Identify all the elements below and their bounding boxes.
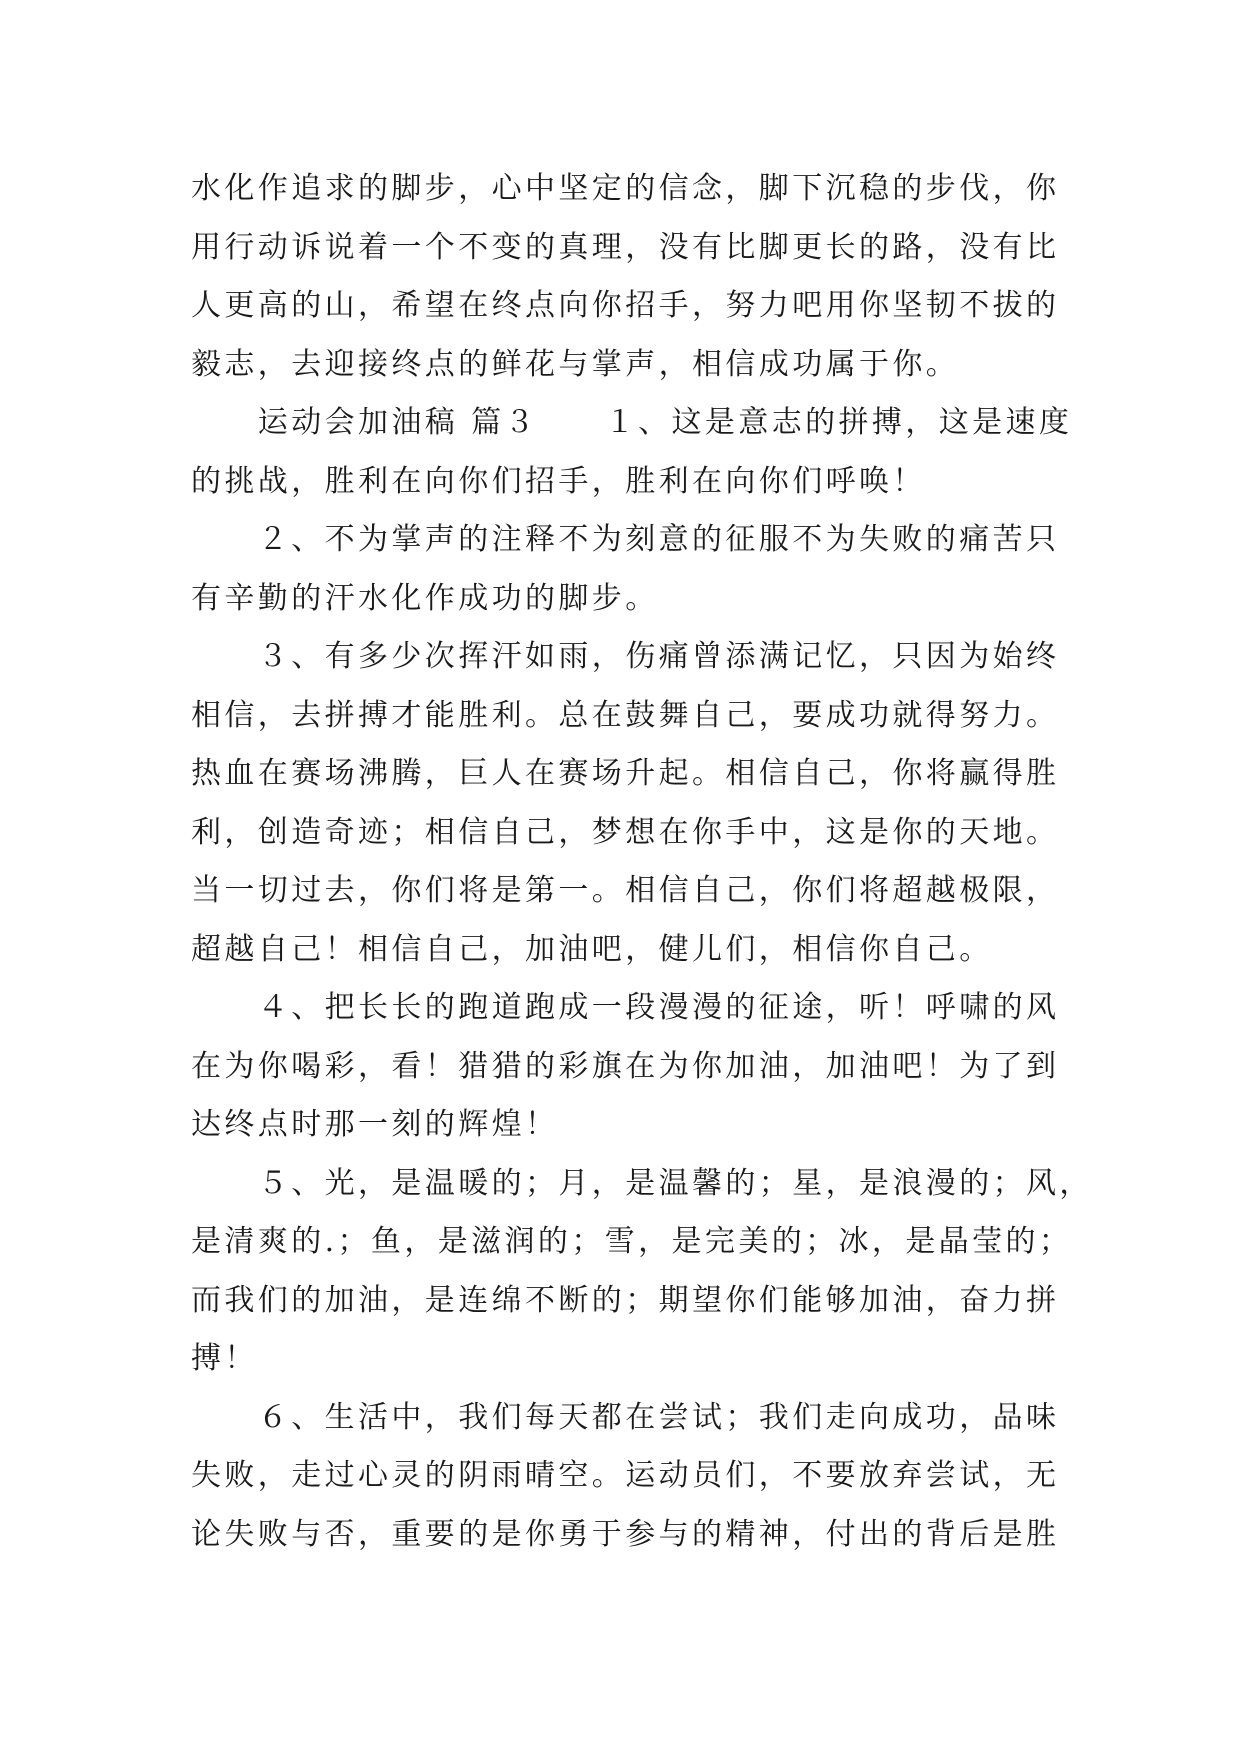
text-line: 人更高的山，希望在终点向你招手，努力吧用你坚韧不拔的 <box>191 288 1060 323</box>
text-line: 热血在赛场沸腾，巨人在赛场升起。相信自己，你将赢得胜 <box>191 756 1060 791</box>
text-line: 搏！ <box>191 1341 258 1376</box>
section-heading-line: 运动会加油稿 篇３ １、这是意志的拼搏，这是速度 <box>191 405 1073 440</box>
text-line: 的挑战，胜利在向你们招手，胜利在向你们呼唤！ <box>191 463 926 499</box>
text-line: ６、生活中，我们每天都在尝试；我们走向成功，品味 <box>191 1399 1060 1435</box>
text-line: 用行动诉说着一个不变的真理，没有比脚更长的路，没有比 <box>191 229 1060 265</box>
text-line: ４、把长长的跑道跑成一段漫漫的征途，听！呼啸的风 <box>191 990 1060 1025</box>
text-line: 达终点时那一刻的辉煌！ <box>191 1107 559 1142</box>
text-line: 水化作追求的脚步，心中坚定的信念，脚下沉稳的步伐，你 <box>191 171 1060 206</box>
text-line: 是清爽的.；鱼，是滋润的；雪，是完美的；冰，是晶莹的； <box>191 1224 1073 1259</box>
body-text <box>191 160 1093 1564</box>
text-line: ５、光，是温暖的；月，是温馨的；星，是浪漫的；风， <box>191 1165 1093 1201</box>
text-line: ３、有多少次挥汗如雨，伤痛曾添满记忆，只因为始终 <box>191 639 1060 674</box>
text-line: 相信，去拼搏才能胜利。总在鼓舞自己，要成功就得努力。 <box>191 697 1060 733</box>
text-line: ２、不为掌声的注释不为刻意的征服不为失败的痛苦只 <box>191 522 1060 557</box>
text-line: 超越自己！相信自己，加油吧，健儿们，相信你自己。 <box>191 931 993 967</box>
text-line: 在为你喝彩，看！猎猎的彩旗在为你加油，加油吧！为了到 <box>191 1048 1060 1084</box>
text-line: 有辛勤的汗水化作成功的脚步。 <box>191 580 659 616</box>
text-line: 毅志，去迎接终点的鲜花与掌声，相信成功属于你。 <box>191 346 960 382</box>
text-line: 而我们的加油，是连绵不断的；期望你们能够加油，奋力拼 <box>191 1282 1060 1318</box>
text-line: 当一切过去，你们将是第一。相信自己，你们将超越极限， <box>191 873 1060 908</box>
text-line: 失败，走过心灵的阴雨晴空。运动员们，不要放弃尝试，无 <box>191 1458 1060 1493</box>
text-line: 利，创造奇迹；相信自己，梦想在你手中，这是你的天地。 <box>191 814 1060 850</box>
text-line: 论失败与否，重要的是你勇于参与的精神，付出的背后是胜 <box>191 1516 1060 1552</box>
